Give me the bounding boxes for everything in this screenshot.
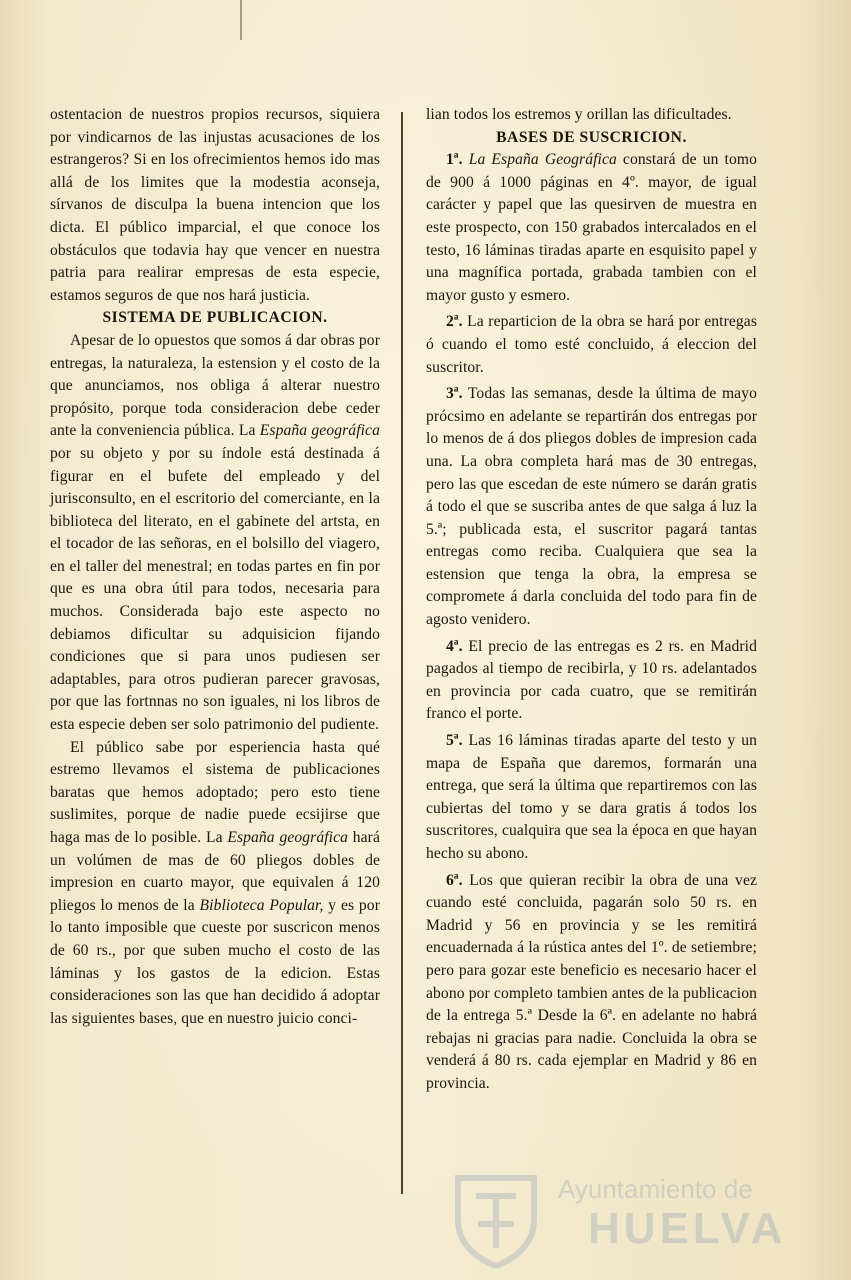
left-column xyxy=(50,104,380,1030)
base-item-6: 6ª. Los que quieran recibir la obra de una vez cuando esté concluida, pagarán solo 50 rs. en Madrid y 56 en provincia y se les remitirá encuadernada á la rústica antes del 1º. de setiembre; pero para gozar este beneficio es necesario hacer el abono por completo tambien antes de la publicacion de la entrega 5.ª Desde la 6ª. en adelante no habrá rebajas ni gracias para nadie. Concluida la obra se venderá á 80 rs. cada ejemplar en Madrid y 86 en provincia. xyxy=(426,871,757,1092)
watermark-line-2: HUELVA xyxy=(588,1204,787,1253)
left-paragraph-1: Apesar de lo opuestos que somos á dar obras por entregas, la naturaleza, la estension y el costo de la que anunciamos, nos obliga á alterar nuestro propósito, porque toda consideracion debe ceder ante la conveniencia pública. La España geográfica por su objeto y por su índole está destinada á figurar en el bufete del empleado y del jurisconsulto, en el escritorio del comerciante, en la biblioteca del literato, en el gabinete del artsta, en el tocador de las señoras, en el bolsillo del viagero, en el taller del menestral; en todas partes en fin por que es una obra útil para todos, necesaria para muchos. Considerada bajo este aspecto no debiamos dificultar su adquisicion fijando condiciones que si para unos pudiesen ser adaptables, para otros pudieran parecer gravosas, por que las fortnnas no son iguales, ni los libros de esta especie deben ser solo patrimonio del pudiente. xyxy=(50,331,380,734)
ayuntamiento-huelva-watermark xyxy=(440,1160,800,1270)
left-paragraph-2: El público sabe por esperiencia hasta qué estremo llevamos el sistema de publicaciones baratas que hemos adoptado; pero esto tiene suslimites, porque de nadie puede ecsijirse que haga mas de lo posible. La España geográfica hará un volúmen de mas de 60 pliegos dobles de impresion en cuarto mayor, que equivalen á 120 pliegos lo menos de la Biblioteca Popular, y es por lo tanto imposible que cueste por suscricon menos de 60 rs., por que suben mucho el costo de las láminas y los gastos de la edicion. Estas consideraciones son las que han decidido á adoptar las siguientes bases, que en nuestro juicio conci- xyxy=(50,738,381,1027)
base-item-3: 3ª. Todas las semanas, desde la última de mayo prócsimo en adelante se repartirán dos entregas por lo menos de á dos pliegos dobles de impresion cada una. La obra completa hará mas de 30 entregas, pero las que escedan de este número se darán gratis á todo el que se suscriba antes de que salga á luz la 5.ª; publicada esta, el suscritor pagará tantas entregas como reciba. Cualquiera que sea la estension que tenga la obra, la empresa se compromete á darla concluida del todo para fin de agosto venidero. xyxy=(426,385,757,629)
fold-mark xyxy=(240,0,242,40)
right-column xyxy=(426,104,757,1100)
right-paragraph-continuation: lian todos los estremos y orillan las dificultades. xyxy=(426,106,732,123)
watermark-line-1: Ayuntamiento de xyxy=(558,1174,753,1204)
base-item-5: 5ª. Las 16 láminas tiradas aparte del testo y un mapa de España que daremos, formarán una entrega, que será la última que repartiremos con las cubiertas del tomo y se dara gratis á todos los suscritores, cualquira que sea la época en que hayan hecho su abono. xyxy=(426,732,757,862)
base-item-1: 1ª. La España Geográfica constará de un tomo de 900 á 1000 páginas en 4º. mayor, de igual carácter y papel que las quesirven de muestra en este prospecto, con 150 grabados intercalados en el testo, 16 láminas tiradas aparte en esquisito papel y una magnífica portada, grabada tambien con el mayor gusto y esmero. xyxy=(426,151,757,304)
heading-bases-suscricion: BASES DE SUSCRICION. xyxy=(496,128,687,146)
left-paragraph-continuation: ostentacion de nuestros propios recursos, siquiera por vindicarnos de las injustas acusaciones de los estrangeros? Si en los ofrecimientos hemos ido mas allá de los limites que la modestia aconseja, sírvanos de disculpa la buena intencion que los dicta. El público imparcial, el que conoce los obstáculos que todavia hay que vencer en nuestra patria para realirar empresas de esta especie, estamos seguros de que nos hará justicia. xyxy=(50,106,380,304)
heading-sistema-publicacion: SISTEMA DE PUBLICACION. xyxy=(102,309,328,327)
base-item-4: 4ª. El precio de las entregas es 2 rs. en Madrid pagados al tiempo de recibirla, y 10 rs. adelantados en provincia por cada cuatro, que se remitirán franco el porte. xyxy=(426,637,757,723)
shield-icon xyxy=(446,1168,546,1268)
column-divider xyxy=(401,112,403,1194)
base-item-2: 2ª. La reparticion de la obra se hará por entregas ó cuando el tomo esté concluido, á eleccion del suscritor. xyxy=(426,313,757,376)
